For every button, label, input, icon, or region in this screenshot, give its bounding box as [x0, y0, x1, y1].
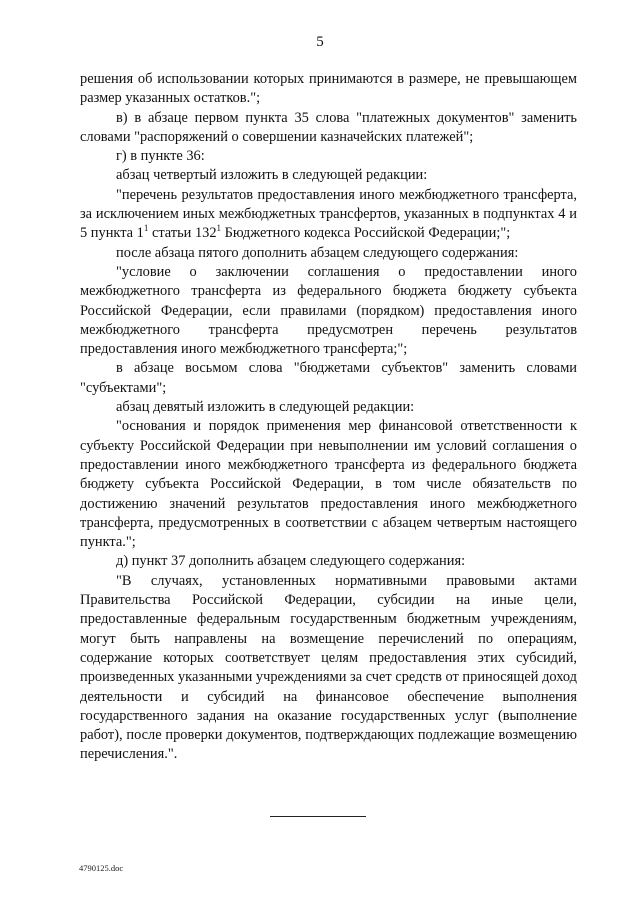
- paragraph-text: Бюджетного кодекса Российской Федерации;";: [221, 225, 511, 242]
- paragraph: г) в пункте 36:: [116, 148, 205, 165]
- document-body: [80, 70, 577, 765]
- paragraph: д) пункт 37 дополнить абзацем следующего содержания:: [116, 553, 466, 570]
- paragraph: "В случаях, установленных нормативными правовыми актами Правительства Российской Федерации, субсидии на иные цели, предоставленные федеральным государственным бюджетным учреждениям, могут быть направлены на возмещение перечислений по операциям, содержание которых соответствует целям предоставления этих субсидий, произведенных указанными учреждениями за счет средств от приносящей доход деятельности и субсидий на финансовое обеспечение выполнения государственного задания на оказание государственных услуг (выполнение работ), после проверки документов, подтверждающих подлежащие возмещению перечисления.".: [80, 572, 577, 763]
- page-number: 5: [316, 34, 324, 50]
- paragraph: "основания и порядок применения мер финансовой ответственности к субъекту Российской Федерации при невыполнении им условий соглашения о предоставлении иного межбюджетного трансферта из федерального бюджета бюджету субъекта Российской Федерации, в том числе обязательств по достижению значений результатов предоставления иного межбюджетного трансферта, предусмотренных в соответствии с абзацем четвертым настоящего пункта.";: [80, 418, 577, 551]
- document-id: 4790125.doc: [79, 863, 124, 873]
- paragraph: "условие о заключении соглашения о предоставлении иного межбюджетного трансферта из федерального бюджета бюджету субъекта Российской Федерации, если правилами (порядком) предоставления иного межбюджетного трансферта предусмотрен перечень результатов предоставления иного межбюджетного трансферта;";: [80, 263, 577, 358]
- superscript: 1: [143, 223, 149, 234]
- paragraph: в абзаце восьмом слова "бюджетами субъектов" заменить словами "субъектами";: [80, 360, 577, 396]
- paragraph-with-superscripts: [80, 186, 577, 244]
- paragraph: после абзаца пятого дополнить абзацем следующего содержания:: [116, 244, 519, 261]
- paragraph: абзац девятый изложить в следующей редакции:: [116, 399, 415, 416]
- paragraph: в) в абзаце первом пункта 35 слова "платежных документов" заменить словами "распоряжений о совершении казначейских платежей";: [80, 109, 577, 145]
- paragraph: решения об использовании которых принимаются в размере, не превышающем размер указанных остатков.";: [80, 71, 577, 107]
- superscript: 1: [216, 223, 222, 234]
- paragraph: абзац четвертый изложить в следующей редакции:: [116, 167, 428, 184]
- paragraph-text: статьи 132: [148, 225, 217, 242]
- paragraph-text: "перечень результатов предоставления иного межбюджетного трансферта, за исключением иных межбюджетных трансфертов, указанных в подпунктах 4 и 5 пункта 1: [80, 186, 577, 242]
- separator-line: [270, 816, 366, 817]
